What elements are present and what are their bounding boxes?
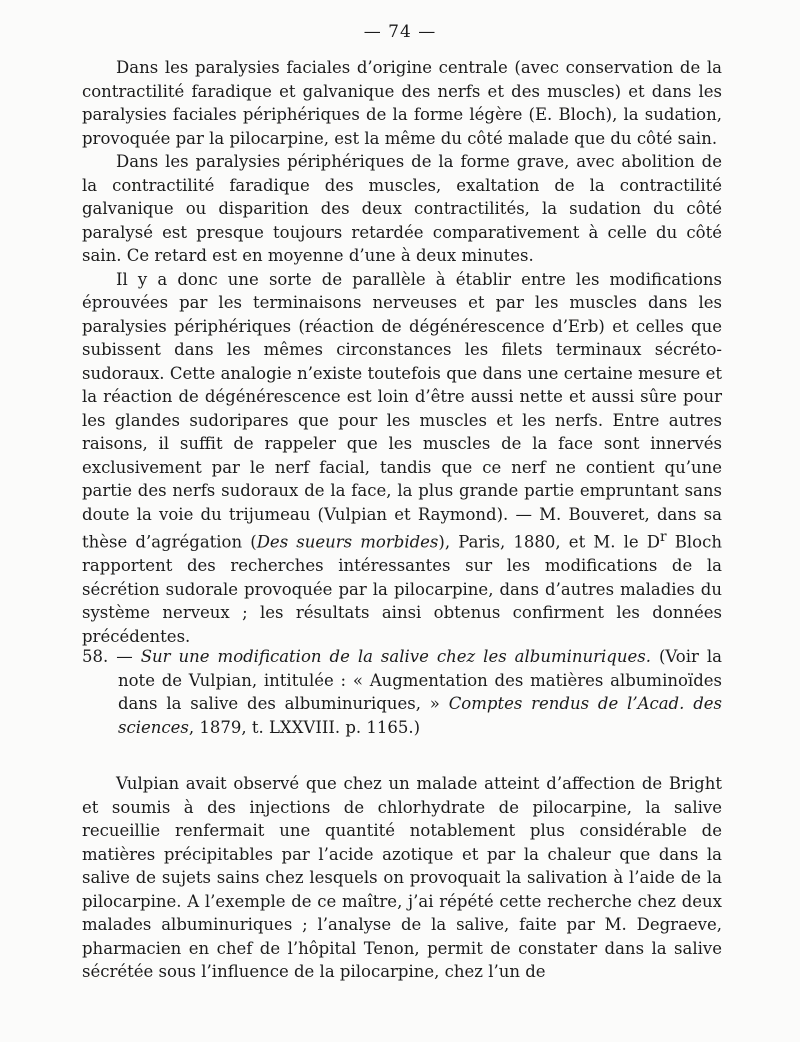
thesis-title: Des sueurs morbides xyxy=(256,532,439,552)
entry-reference-text-b: , 1879, t. LXXVIII. p. 1165.) xyxy=(188,717,421,737)
entry-reference-text-a: (Voir la note de Vulpian, intitulée : « Augmentation des matières albuminoïdes dans la salive des albuminuriques, » xyxy=(118,647,722,713)
paragraph-facial-grave: Dans les paralysies périphériques de la forme grave, avec abolition de la contractilité faradique des muscles, exaltation de la contractilité galvanique ou disparition des deux contractilités, la sudation du côté paralysé est presque toujours retardée comparativement à celle du côté sain. Ce retard est en moyenne d’une à deux minutes. xyxy=(82,152,722,265)
page-number: — 74 — xyxy=(363,22,437,42)
paragraph-parallel-text-b: ), Paris, 1880, et M. le D xyxy=(438,532,661,552)
paragraph-facial-central: Dans les paralysies faciales d’origine centrale (avec conservation de la contractilité faradique et galvanique des nerfs et des muscles) et dans les paralysies faciales périphériques de la forme légère (E. Bloch), la sudation, provoquée par la pilocarpine, est la même du côté malade que du côté sain. xyxy=(82,58,722,148)
body-text-top xyxy=(82,56,722,648)
paragraph-vulpian: Vulpian avait observé que chez un malade atteint d’affection de Bright et soumis à des injections de chlorhydrate de pilocarpine, la salive recueillie renfermait une quantité notablement plus considérable de matières précipitables par l’acide azotique et par la chaleur que dans la salive de sujets sains chez lesquels on provoquait la salivation à l’aide de la pilocarpine. A l’exemple de ce maître, j’ai répété cette recherche chez deux malades albuminuriques ; l’analyse de la salive, faite par M. Degraeve, pharmacien en chef de l’hôpital Tenon, permit de constater dans la salive sécrétée sous l’influence de la pilocarpine, chez l’un de xyxy=(82,774,722,981)
paragraph-parallel-text-a: Il y a donc une sorte de parallèle à établir entre les modifications éprouvées par les terminaisons nerveuses et par les muscles dans les paralysies périphériques (réaction de dégénérescence d’Erb) et celles que subissent dans les mêmes circonstances les filets terminaux sécréto-sudoraux. Cette analogie n’existe toutefois que dans une certaine mesure et la réaction de dégénérescence est loin d’être aussi nette et aussi sûre pour les glandes sudoripares que pour les muscles et les nerfs. Entre autres raisons, il suffit de rappeler que les muscles de la face sont innervés exclusivement par le nerf facial, tandis que ce nerf ne contient qu’une partie des nerfs sudoraux de la face, la plus grande partie empruntant sans doute la voie du trijumeau (Vulpian et Raymond). — M. Bouveret, dans sa thèse d’agrégation ( xyxy=(82,269,722,552)
paragraph-parallel-text-c: Bloch rapportent des recherches intéressantes sur les modifications de la sécrétion sudorale provoquée par la pilocarpine, dans d’autres maladies du système nerveux ; les résultats ainsi obtenus confirment les données précédentes. xyxy=(82,532,722,646)
journal-title: Comptes rendus de l’Acad. des sciences xyxy=(118,694,722,737)
body-text-bottom xyxy=(82,772,722,984)
entry-dash: — xyxy=(108,647,141,666)
doctor-superscript: r xyxy=(660,529,667,545)
entry-58-heading xyxy=(82,645,722,739)
entry-58 xyxy=(82,645,722,739)
entry-number: 58. xyxy=(82,647,109,666)
entry-title: Sur une modification de la salive chez les albuminuriques. xyxy=(140,647,651,666)
paragraph-parallel xyxy=(82,268,722,649)
